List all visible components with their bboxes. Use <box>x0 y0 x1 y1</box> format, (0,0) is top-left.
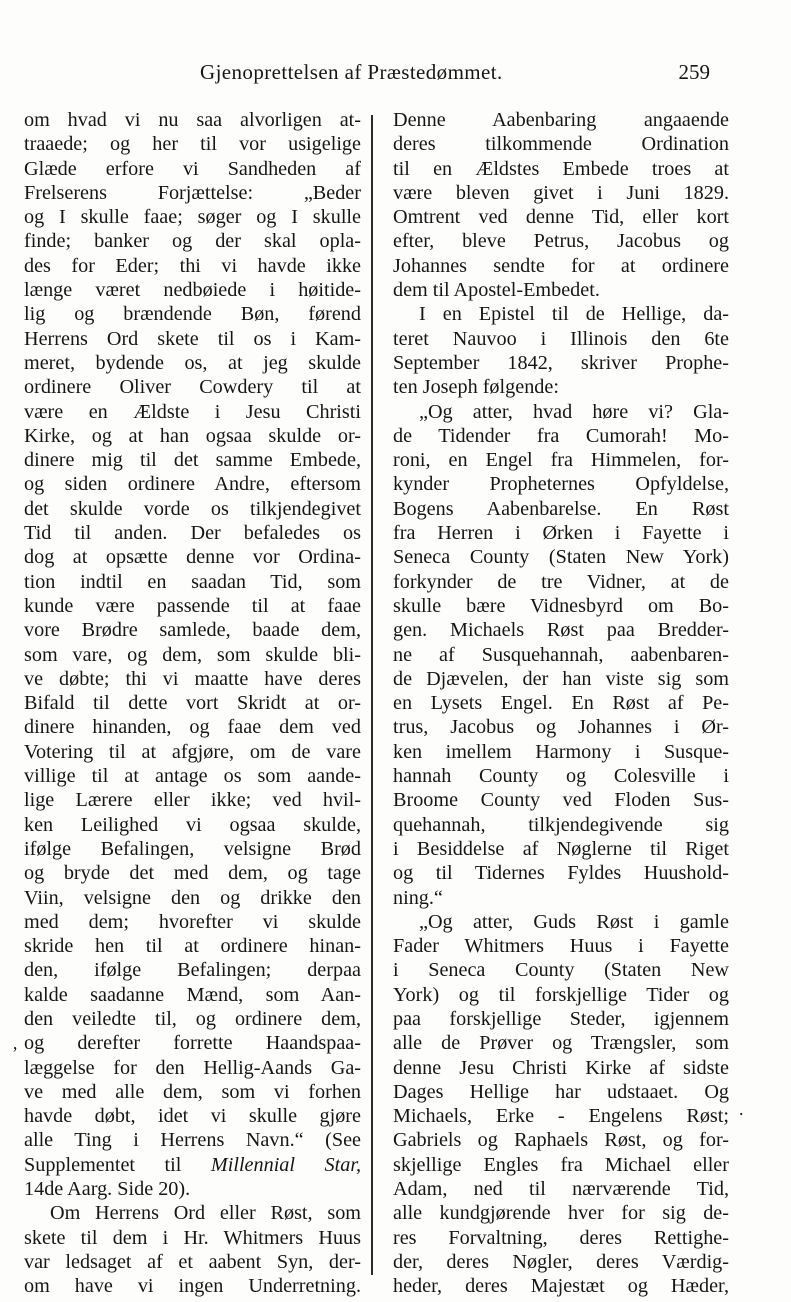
text-line: og bryde det med dem, og tage <box>24 862 361 885</box>
text-line: kalde saadanne Mænd, som Aan- <box>24 983 361 1006</box>
page-number: 259 <box>678 60 710 84</box>
text-line: med dem; hvorefter vi skulde <box>24 910 361 933</box>
text-line: alle kundgjørende hver for sig de- <box>393 1202 729 1225</box>
text-line: dinere mig til det samme Embede, <box>24 449 361 472</box>
text-line: ken imellem Harmony i Susque- <box>393 740 729 763</box>
text-line: ifølge Befalingen, velsigne Brød <box>24 837 361 860</box>
text-line: traaede; og her til vor usigelige <box>24 133 361 156</box>
text-line: den veiledte til, og ordinere dem, <box>24 1007 361 1030</box>
text-line: Adam, ned til nærværende Tid, <box>393 1178 729 1201</box>
text-line: finde; banker og der skal opla- <box>24 230 361 253</box>
text-fragment: Supplementet til <box>24 1153 182 1176</box>
text-line: September 1842, skriver Prophe- <box>393 351 729 374</box>
text-line: Bifald til dette vort Skridt at or- <box>24 692 361 715</box>
text-line: som vare, og dem, som skulde bli- <box>24 643 361 666</box>
right-column <box>393 108 729 1299</box>
text-line: Broome County ved Floden Sus- <box>393 789 729 812</box>
text-line: 14de Aarg. Side 20). <box>24 1178 191 1201</box>
left-column <box>24 108 361 1299</box>
text-line: skride hen til at ordinere hinan- <box>24 935 361 958</box>
text-line: Kirke, og at han ogsaa skulde or- <box>24 424 361 447</box>
text-line: Dages Hellige har udstaaet. Og <box>393 1080 729 1103</box>
text-line: Herrens Ord skete til os i Kam- <box>24 327 361 350</box>
text-line: ne af Susquehannah, aabenbaren- <box>393 643 729 666</box>
text-line: heder, deres Majestæt og Hæder, <box>393 1275 729 1298</box>
text-line: og siden ordinere Andre, eftersom <box>24 473 361 496</box>
text-line: ve døbte; thi vi maatte have deres <box>24 667 361 690</box>
text-line: efter, bleve Petrus, Jacobus og <box>393 230 729 253</box>
margin-mark-left: ‚ <box>12 1033 18 1053</box>
text-line: skete til dem i Hr. Whitmers Huus <box>24 1226 361 1249</box>
text-line: være bleven givet i Juni 1829. <box>393 181 729 204</box>
text-line: de Djævelen, der han viste sig som <box>393 667 729 690</box>
text-line-with-citation <box>24 1153 361 1177</box>
text-line: denne Jesu Christi Kirke af sidste <box>393 1056 729 1079</box>
text-line: hannah County og Colesville i <box>393 765 729 788</box>
millennial-star-title: Millennial Star, <box>210 1153 361 1176</box>
text-line: teret Nauvoo i Illinois den 6te <box>393 327 729 350</box>
text-line: des for Eder; thi vi havde ikke <box>24 254 361 277</box>
text-line: quehannah, tilkjendegivende sig <box>393 813 729 836</box>
text-line: Tid til anden. Der befaledes os <box>24 522 361 545</box>
text-line: dem til Apostel-Embedet. <box>393 279 600 302</box>
text-line: York) og til forskjellige Tider og <box>393 983 729 1006</box>
text-line: en Lysets Engel. En Røst af Pe- <box>393 692 729 715</box>
text-line: meret, bydende os, at jeg skulde <box>24 351 361 374</box>
text-line: var ledsaget af et aabent Syn, der- <box>24 1250 361 1273</box>
margin-mark-right: . <box>739 1099 744 1119</box>
text-line: Gabriels og Raphaels Røst, og for- <box>393 1129 729 1152</box>
text-line: I en Epistel til de Hellige, da- <box>419 303 729 326</box>
text-line: skulle bære Vidnesbyrd om Bo- <box>393 594 729 617</box>
text-line: roni, en Engel fra Himmelen, for- <box>393 449 729 472</box>
text-line: fra Herren i Ørken i Fayette i <box>393 522 729 545</box>
text-line: forkynder de tre Vidner, at de <box>393 570 729 593</box>
text-line: om hvad vi nu saa alvorligen at- <box>24 109 361 131</box>
text-line: ning.“ <box>393 886 443 909</box>
text-line: kunde være passende til at faae <box>24 594 361 617</box>
text-line: kynder Propheternes Opfyldelse, <box>393 473 729 496</box>
text-line: om have vi ingen Underretning. <box>24 1275 361 1298</box>
text-line: Glæde erfore vi Sandheden af <box>24 157 361 180</box>
text-line: og til Tidernes Fyldes Huushold- <box>393 862 729 885</box>
text-line: vore Brødre samlede, baade dem, <box>24 619 361 642</box>
text-line: længe været nedbøiede i høitide- <box>24 279 361 302</box>
text-line: ordinere Oliver Cowdery til at <box>24 376 361 399</box>
text-line: til en Ældstes Embede troes at <box>393 157 729 180</box>
text-line: i Besiddelse af Nøglerne til Riget <box>393 837 729 860</box>
running-head-title: Gjenoprettelsen af Præstedømmet. <box>200 60 503 84</box>
text-line: res Forvaltning, deres Rettighe- <box>393 1226 729 1249</box>
text-line: dog at opsætte denne vor Ordina- <box>24 546 361 569</box>
text-line: ve med alle dem, som vi forhen <box>24 1080 361 1103</box>
text-line: ken Leilighed vi ogsaa skulde, <box>24 813 361 836</box>
text-line: det skulde vorde os tilkjendegivet <box>24 497 361 520</box>
text-line: Seneca County (Staten New York) <box>393 546 729 569</box>
text-line: Michaels, Erke - Engelens Røst; <box>393 1105 729 1128</box>
text-line: alle Ting i Herrens Navn.“ (See <box>24 1129 361 1152</box>
text-line: skjellige Engles fra Michael eller <box>393 1153 729 1176</box>
text-line: gen. Michaels Røst paa Bredder- <box>393 619 729 642</box>
text-line: Frelserens Forjættelse: „Beder <box>24 181 361 204</box>
text-line: Bogens Aabenbarelse. En Røst <box>393 497 729 520</box>
column-divider <box>371 115 373 1275</box>
text-line: „Og atter, Guds Røst i gamle <box>419 910 729 933</box>
text-line: deres tilkommende Ordination <box>393 133 729 156</box>
text-line: den, ifølge Befalingen; derpaa <box>24 959 361 982</box>
text-line: der, deres Nøgler, deres Værdig- <box>393 1250 729 1273</box>
text-line: alle de Prøver og Trængsler, som <box>393 1032 729 1055</box>
text-line: havde døbt, idet vi skulle gjøre <box>24 1105 361 1128</box>
text-line: paa forskjellige Steder, igjennem <box>393 1007 729 1030</box>
running-head <box>24 60 710 90</box>
text-line: Denne Aabenbaring angaaende <box>393 109 729 131</box>
text-line: „Og atter, hvad høre vi? Gla- <box>419 400 729 423</box>
text-line: og I skulle faae; søger og I skulle <box>24 206 361 229</box>
text-line: lige Lærere eller ikke; ved hvil- <box>24 789 361 812</box>
text-line: i Seneca County (Staten New <box>393 959 729 982</box>
text-line: være en Ældste i Jesu Christi <box>24 400 361 423</box>
text-line: dinere hinanden, og faae dem ved <box>24 716 361 739</box>
text-line: ten Joseph følgende: <box>393 376 559 399</box>
text-line: og derefter forrette Haandspaa- <box>24 1032 361 1055</box>
text-line: villige til at antage os som aande- <box>24 765 361 788</box>
text-line: trus, Jacobus og Johannes i Ør- <box>393 716 729 739</box>
text-line: Votering til at afgjøre, om de vare <box>24 740 361 763</box>
text-line: de Tidender fra Cumorah! Mo- <box>393 424 729 447</box>
text-line: Om Herrens Ord eller Røst, som <box>50 1202 361 1225</box>
text-line: læggelse for den Hellig-Aands Ga- <box>24 1056 361 1079</box>
text-line: Viin, velsigne den og drikke den <box>24 886 361 909</box>
text-line: tion indtil en saadan Tid, som <box>24 570 361 593</box>
text-line: Fader Whitmers Huus i Fayette <box>393 935 729 958</box>
text-line: Omtrent ved denne Tid, eller kort <box>393 206 729 229</box>
text-line: Johannes sendte for at ordinere <box>393 254 729 277</box>
text-line: lig og brændende Bøn, førend <box>24 303 361 326</box>
